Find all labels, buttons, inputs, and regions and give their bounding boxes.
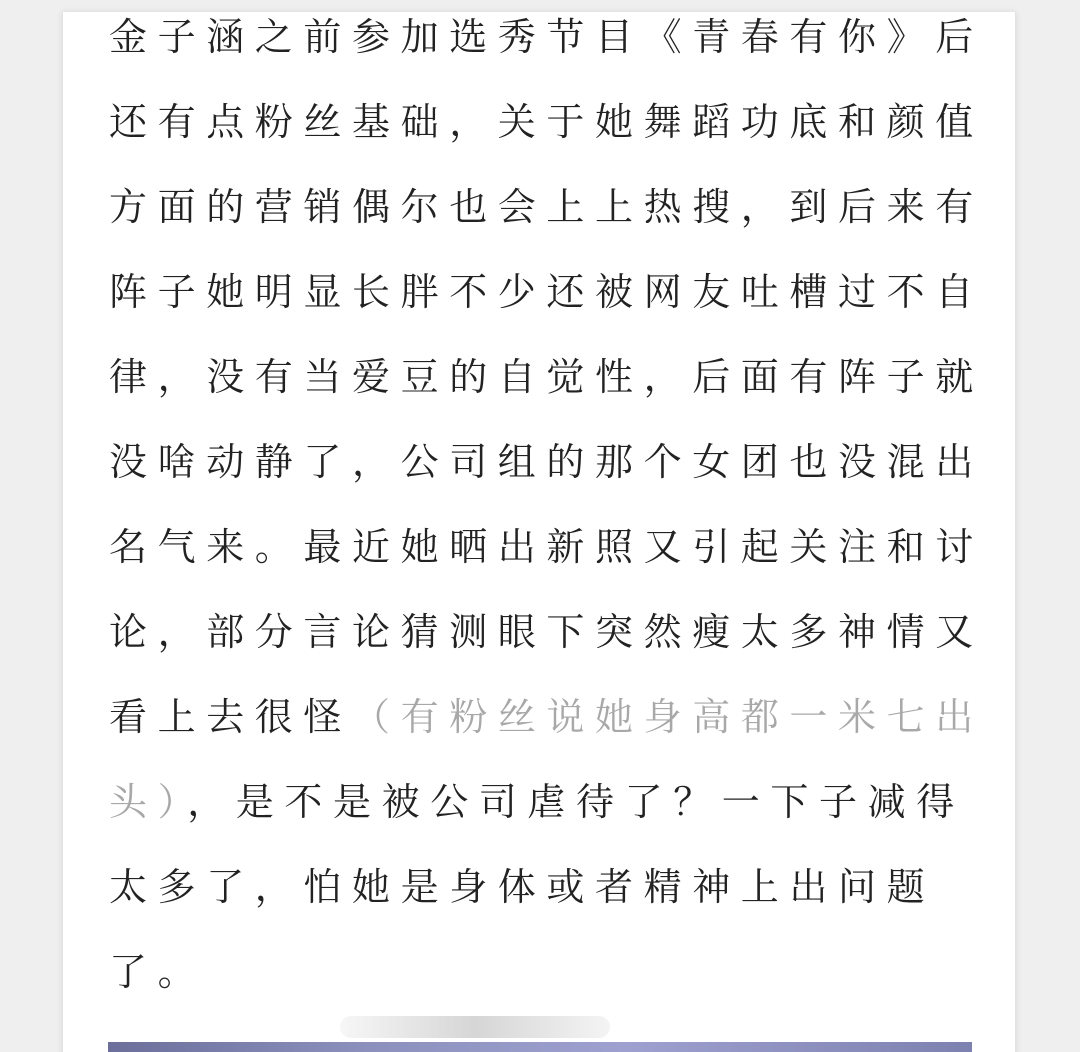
article-card [62,12,1016,1052]
article-image[interactable] [108,1042,972,1052]
article-line [109,760,971,845]
article-line: 律，没有当爱豆的自觉性，后面有阵子就 [109,355,984,399]
article-line-text: 看上去很怪 [109,695,353,739]
article-line: 了。 [109,950,207,994]
article-line: 方面的营销偶尔也会上上热搜，到后来有 [109,185,984,229]
article-line-aside: （有粉丝说她身高都一米七出 [352,695,984,739]
article-body [109,12,984,1015]
article-line: 阵子她明显长胖不少还被网友吐槽过不自 [109,270,984,314]
article-line: 太多了，怕她是身体或者精神上出问题 [109,865,936,909]
watermark [340,1016,610,1038]
article-line: 金子涵之前参加选秀节目《青春有你》后 [109,15,984,59]
article-line: 还有点粉丝基础，关于她舞蹈功底和颜值 [109,100,984,144]
article-line: 论，部分言论猜测眼下突然瘦太多神情又 [109,610,984,654]
article-line [109,675,984,760]
article-line-text: ，是不是被公司虐待了？一下子减得 [187,780,965,824]
article-line-aside: 头） [109,780,188,824]
article-line: 没啥动静了，公司组的那个女团也没混出 [109,440,984,484]
article-line: 名气来。最近她晒出新照又引起关注和讨 [109,525,984,569]
